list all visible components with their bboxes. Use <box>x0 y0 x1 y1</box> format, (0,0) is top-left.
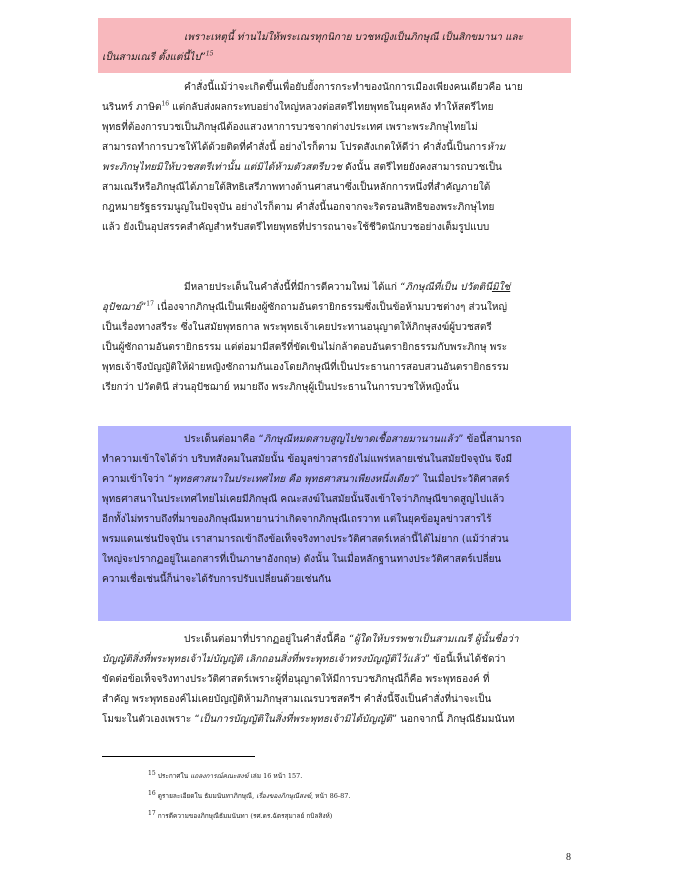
text: ดังนั้น สตรีไทยยังคงสามารถบวชเป็น <box>342 162 502 173</box>
footnote-ref: 17 <box>146 300 154 308</box>
line <box>102 158 568 178</box>
line: พุทธเจ้าจึงบัญญัติให้ฝ่ายหญิงซักถามกันเองโดยภิกษุณีที่เป็นประธานการสอบสวนอันตรายิกธรรม <box>102 362 509 373</box>
italic-text: อุปัชฌาย์ <box>102 302 142 313</box>
line <box>102 470 568 490</box>
paragraph-lost-lineage <box>102 430 568 590</box>
text: ” ข้อนี้เห็นได้ชัดว่า <box>424 654 506 665</box>
line: คำสั่งนี้แม้ว่าจะเกิดขึ้นเพื่อยับยั้งการกระทำของนักการเมืองเพียงคนเดียวคือ นาย <box>184 82 523 93</box>
line: ทำความเข้าใจได้ว่า บริบทสังคมในสมัยนั้น ข้อมูลข่าวสารยังไม่แพร่หลายเช่นในสมัยปัจจุบัน จึงมี <box>102 454 513 465</box>
line: ความเชื่อเช่นนี้ก็น่าจะได้รับการปรับเปลี่ยนด้วยเช่นกัน <box>102 574 332 585</box>
line <box>102 650 568 670</box>
text: เล่ม 16 หน้า 157. <box>248 772 303 780</box>
text: ประเด็นต่อมาคือ “ <box>184 434 264 445</box>
text: ” นอกจากนี้ ภิกษุณีธัมมนันท <box>391 714 515 725</box>
text: ดูรายละเอียดใน ธัมมนันทาภิกษุณี, <box>155 792 257 800</box>
italic-text: เป็นการบัญญัติในสิ่งที่พระพุทธเจ้ามิได้บัญญัติ <box>199 714 392 725</box>
line <box>102 138 568 158</box>
line <box>102 710 568 730</box>
line <box>102 98 568 118</box>
line: ใหญ่จะปรากฏอยู่ในเอกสารที่เป็นภาษาอังกฤษ) ดังนั้น ในเมื่อหลักฐานทางประวัติศาสตร์เปลี่ยน <box>102 554 502 565</box>
footnote-15 <box>148 770 568 782</box>
text: ” ในเมื่อประวัติศาสตร์ <box>414 474 510 485</box>
footnote-number: 15 <box>148 770 156 777</box>
footnote-ref: 15 <box>205 50 214 58</box>
italic-text: ผู้ใดให้บรรพชาเป็นสามเณรี ผู้นั้นชื่อว่า <box>353 634 519 645</box>
line: เป็นผู้ซักถามอันตรายิกธรรม แต่ต่อมามีสตรีที่ขัดเขินไม่กล้าตอบอันตรายิกธรรมกับพระภิกษุ พระ <box>102 342 508 353</box>
text: ประกาศใน <box>155 772 191 780</box>
italic-text: บัญญัติสิ่งที่พระพุทธเจ้าไม่บัญญัติ เลิกถอนสิ่งที่พระพุทธเจ้าทรงบัญญัติไว้แล้ว <box>102 654 425 665</box>
line: เพราะเหตุนี้ ท่านไม่ให้พระเณรทุกนิกาย บวชหญิงเป็นภิกษุณี เป็นสิกขมานา และ <box>184 32 524 43</box>
paragraph-novice-ordination <box>102 630 568 730</box>
line: สำคัญ พระพุทธองค์ไม่เคยบัญญัติห้ามภิกษุสามเณรบวชสตรีฯ คำสั่งนี้จึงเป็นคำสั่งที่น่าจะเป็น <box>102 694 492 705</box>
quote-paragraph <box>102 28 568 68</box>
line: แล้ว ยังเป็นอุปสรรคสำคัญสำหรับสตรีไทยพุทธที่ปรารถนาจะใช้ชีวิตนักบวชอย่างเต็มรูปแบบ <box>102 222 490 233</box>
line <box>102 630 568 650</box>
text: ความเข้าใจว่า “ <box>102 474 173 485</box>
footnote-number: 17 <box>148 810 156 817</box>
text: เป็นสามเณรี ตั้งแต่นี้ไป” <box>102 52 206 63</box>
text: นรินทร์ ภาษิต <box>102 102 162 113</box>
line <box>102 430 568 450</box>
italic-text: เรื่องของภิกษุณีสงฆ์ <box>256 792 312 800</box>
line: พุทธที่ต้องการบวชเป็นภิกษุณีต้องแสวงหาการบวชจากต่างประเทศ เพราะพระภิกษุไทยไม่ <box>102 122 478 133</box>
paragraph-order-effect <box>102 78 568 238</box>
paragraph-reinterpretation <box>102 278 568 398</box>
italic-text: พระภิกษุไทยมิให้บวชสตรีเท่านั้น แต่มิได้ห้ามตัวสตรีบวช <box>102 162 342 173</box>
line <box>102 298 568 318</box>
line: อีกทั้งไม่ทราบถึงที่มาของภิกษุณีมหายานว่าเกิดจากภิกษุณีเถรวาท แต่ในยุคข้อมูลข่าวสารไร้ <box>102 514 492 525</box>
text: ” ข้อนี้สามารถ <box>458 434 522 445</box>
line: กฎหมายรัฐธรรมนูญในปัจจุบัน อย่างไรก็ตาม คำสั่งนี้นอกจากจะริดรอนสิทธิของพระภิกษุไทย <box>102 202 495 213</box>
text: , หน้า 86-87. <box>311 792 351 800</box>
text: โมฆะในตัวเองเพราะ “ <box>102 714 200 725</box>
line <box>102 48 568 68</box>
line: ขัดต่อข้อเท็จจริงทางประวัติศาสตร์เพราะผู้ที่อนุญาตให้มีการบวชภิกษุณีก็คือ พระพุทธองค์ ที่ <box>102 674 490 685</box>
footnote-16 <box>148 790 568 802</box>
text: ประเด็นต่อมาที่ปรากฏอยู่ในคำสั่งนี้คือ “ <box>184 634 354 645</box>
line <box>102 278 568 298</box>
text: เนื่องจากภิกษุณีเป็นเพียงผู้ซักถามอันตรายิกธรรมซึ่งเป็นข้อห้ามบวชต่างๆ ส่วนใหญ่ <box>153 302 508 313</box>
page-number: 8 <box>566 852 571 863</box>
line: เรียกว่า ปวัตตินี ส่วนอุปัชฌาย์ หมายถึง พระภิกษุผู้เป็นประธานในการบวชให้หญิงนั้น <box>102 382 460 393</box>
italic-text: ภิกษุณีหมดสาบสูญไปขาดเชื้อสายมานานแล้ว <box>263 434 459 445</box>
line: สามเณรีหรือภิกษุณีได้ภายใต้สิทธิเสรีภาพทางด้านศาสนาซึ่งเป็นหลักการหนึ่งที่สำคัญภายใต้ <box>102 182 491 193</box>
footnote-separator <box>102 756 255 757</box>
italic-text: ห้าม <box>486 142 506 153</box>
italic-text: พุทธศาสนาในประเทศไทย คือ พุทธศาสนาเพียงหนึ่งเดียว <box>172 474 415 485</box>
footnote-ref: 16 <box>161 100 170 108</box>
italic-text: แถลงการณ์คณะสงฆ์ <box>190 772 249 780</box>
line: เป็นเรื่องทางสรีระ ซึ่งในสมัยพุทธกาล พระพุทธเจ้าเคยประทานอนุญาตให้ภิกษุสงฆ์ผู้บวชสตรี <box>102 322 492 333</box>
text: มีหลายประเด็นในคำสั่งนี้ที่มีการตีความใหม่ ได้แก่ “ <box>184 282 406 293</box>
footnote-number: 16 <box>148 790 156 797</box>
footnote-17 <box>148 810 568 822</box>
text: สามารถทำการบวชให้ได้ด้วยติดที่คำสั่งนี้ อย่างไรก็ตาม โปรดสังเกตให้ดีว่า คำสั่งนี้เป็นการ <box>102 142 487 153</box>
line: พุทธศาสนาในประเทศไทยไม่เคยมีภิกษุณี คณะสงฆ์ในสมัยนั้นจึงเข้าใจว่าภิกษุณีขาดสูญไปแล้ว <box>102 494 505 505</box>
underlined-text: มิใช่ <box>491 282 511 293</box>
text: ” <box>141 302 147 313</box>
line: พรมแดนเช่นปัจจุบัน เราสามารถเข้าถึงข้อเท็จจริงทางประวัติศาสตร์เหล่านี้ได้ไม่ยาก (แม้ว่าส่วน <box>102 534 509 545</box>
text: แต่กลับส่งผลกระทบอย่างใหญ่หลวงต่อสตรีไทยพุทธในยุคหลัง ทำให้สตรีไทย <box>169 102 494 113</box>
italic-text: ภิกษุณีที่เป็น ปวัตตินี <box>405 282 492 293</box>
text: การตีความของภิกษุณีธัมมนันทา (รศ.ดร.ฉัตรสุมาลย์ กบิลสิงห์) <box>155 812 333 820</box>
